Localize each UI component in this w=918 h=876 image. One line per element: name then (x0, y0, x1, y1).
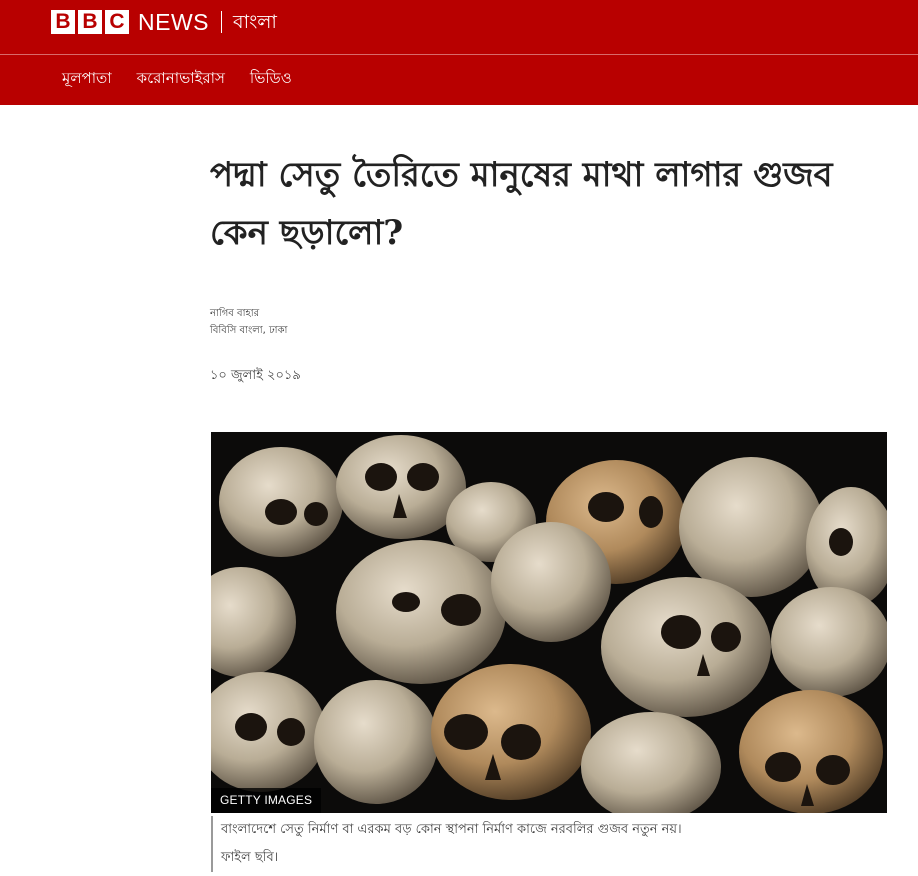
bbc-blocks (51, 10, 129, 34)
site-header (0, 0, 918, 54)
image-caption (211, 816, 881, 872)
author-name: নাগিব বাহার (210, 308, 260, 319)
service-name: বাংলা (233, 11, 277, 33)
main-navigation (0, 55, 918, 105)
bbc-letter-b1: B (51, 10, 75, 34)
nav-item-coronavirus[interactable]: করোনাভাইরাস (136, 69, 225, 87)
news-wordmark: NEWS (138, 9, 209, 35)
nav-item-video[interactable]: ভিডিও (249, 69, 292, 87)
article-image (211, 432, 887, 813)
article-headline: পদ্মা সেতু তৈরিতে মানুষের মাথা লাগার গুজব কেন ছড়ালো? (210, 155, 833, 253)
byline (210, 305, 610, 339)
bbc-letter-c: C (105, 10, 129, 34)
caption-line-1: বাংলাদেশে সেতু নির্মাণ বা এরকম বড় কোন স্থাপনা নির্মাণ কাজে নরবলির গুজব নতুন নয়। (221, 822, 682, 837)
author-role: বিবিসি বাংলা, ঢাকা (210, 325, 288, 336)
image-credit: GETTY IMAGES (211, 788, 321, 813)
caption-line-2: ফাইল ছবি। (221, 850, 279, 865)
nav-item-home[interactable]: মূলপাতা (62, 69, 112, 87)
bbc-news-bangla-logo[interactable] (51, 8, 277, 36)
bbc-letter-b2: B (78, 10, 102, 34)
skulls-photo-icon (211, 432, 887, 813)
logo-separator (221, 11, 222, 33)
article-date: ১০ জুলাই ২০১৯ (210, 368, 301, 383)
